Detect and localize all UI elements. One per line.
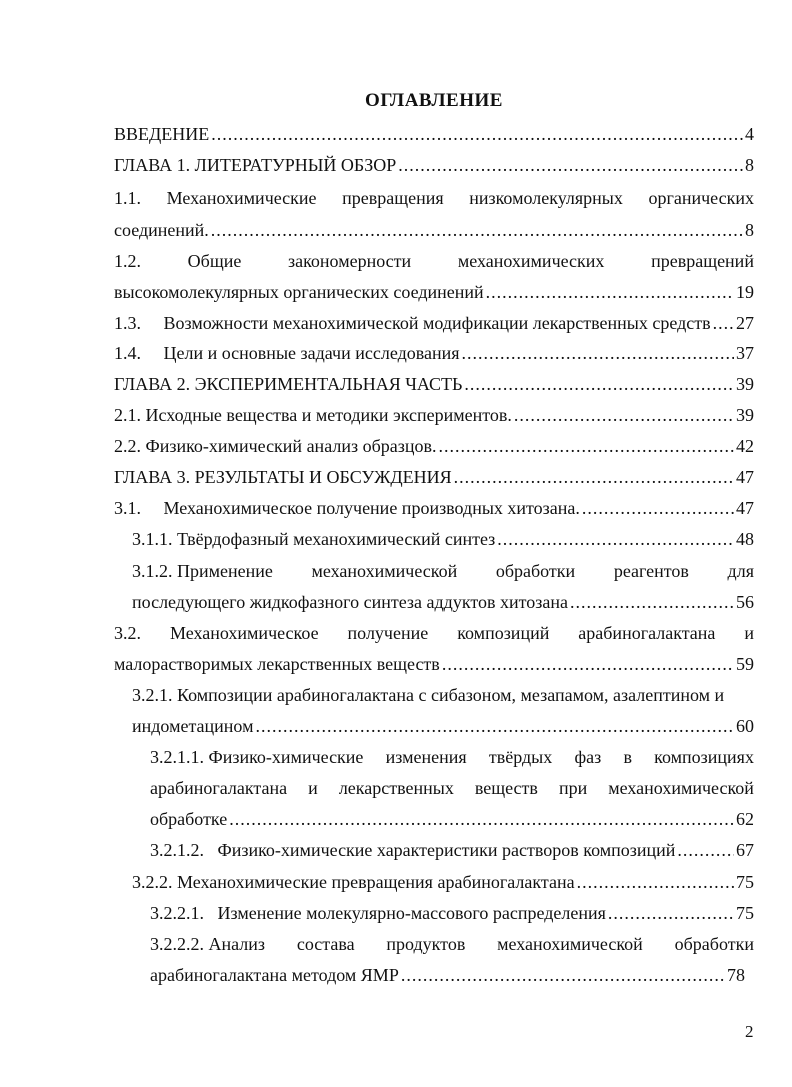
toc-entry-3-2-1-1-line2[interactable]: арабиногалактана и лекарственных веществ при механохимической [150,778,754,798]
toc-entry-1-1-line2[interactable]: соединений. ..... 8 [114,215,754,245]
toc-entry-3-2-1-line1[interactable]: 3.2.1. Композиции арабиногалактана с сибазоном, мезапамом, азалептином и [132,685,725,705]
toc-entry-3-2-line1[interactable]: 3.2. Механохимическое получение композиций арабиногалактана и [114,623,754,643]
toc-entry-3-2-2-2-line1[interactable]: 3.2.2.2. Анализ состава продуктов механохимической обработки [150,934,754,954]
toc-entry-1-4[interactable]: 1.4. Цели и основные задачи исследования ..... 37 [114,338,754,368]
toc-entry-3-2-1-2[interactable]: 3.2.1.2. Физико-химические характеристики растворов композиций ..... 67 [150,835,754,865]
page-number: 2 [745,1022,754,1041]
toc-entry-3-2-1-1-line1[interactable]: 3.2.1.1. Физико-химические изменения твёрдых фаз в композициях [150,747,754,767]
toc-entry-2-1[interactable]: 2.1. Исходные вещества и методики экспериментов. ..... 39 [114,400,754,430]
toc-entry-3-1[interactable]: 3.1. Механохимическое получение производных хитозана. ..... 47 [114,493,754,523]
toc-entry-2-2[interactable]: 2.2. Физико-химический анализ образцов. ..... 42 [114,431,754,461]
toc-entry-3-1-2-line2[interactable]: последующего жидкофазного синтеза аддуктов хитозана ..... 56 [132,587,754,617]
page-title: ОГЛАВЛЕНИЕ [365,90,503,111]
toc-entry-3-1-1[interactable]: 3.1.1. Твёрдофазный механохимический синтез ..... 48 [132,524,754,554]
toc-entry-3-1-2-line1[interactable]: 3.1.2. Применение механохимической обработки реагентов для [132,561,754,581]
toc-entry-3-2-1-1-line3[interactable]: обработке ..... 62 [150,804,754,834]
toc-entry-1-1-line1[interactable]: 1.1. Механохимические превращения низкомолекулярных органических [114,188,754,208]
toc-entry-1-2-line2[interactable]: высокомолекулярных органических соединений ..... 19 [114,277,754,307]
toc-entry-1-3[interactable]: 1.3. Возможности механохимической модификации лекарственных средств ..... 27 [114,308,754,338]
toc-entry-3-2-2-1[interactable]: 3.2.2.1. Изменение молекулярно-массового распределения ..... 75 [150,898,754,928]
toc-entry-3-2-2[interactable]: 3.2.2. Механохимические превращения арабиногалактана ..... 75 [132,867,754,897]
toc-entry-3-2-line2[interactable]: малорастворимых лекарственных веществ ..... 59 [114,649,754,679]
toc-entry-1-2-line1[interactable]: 1.2. Общие закономерности механохимических превращений [114,251,754,271]
toc-entry-chapter-2[interactable]: ГЛАВА 2. ЭКСПЕРИМЕНТАЛЬНАЯ ЧАСТЬ ..... 39 [114,369,754,399]
toc-entry-chapter-3[interactable]: ГЛАВА 3. РЕЗУЛЬТАТЫ И ОБСУЖДЕНИЯ ..... 47 [114,462,754,492]
toc-entry-3-2-1-line2[interactable]: индометацином ..... 60 [132,711,754,741]
toc-entry-3-2-2-2-line2[interactable]: арабиногалактана методом ЯМР ..... 78 [150,960,745,990]
toc-entry-chapter-1[interactable]: ГЛАВА 1. ЛИТЕРАТУРНЫЙ ОБЗОР ..... 8 [114,150,754,180]
toc-entry-introduction[interactable]: ВВЕДЕНИЕ ..... 4 [114,119,754,149]
